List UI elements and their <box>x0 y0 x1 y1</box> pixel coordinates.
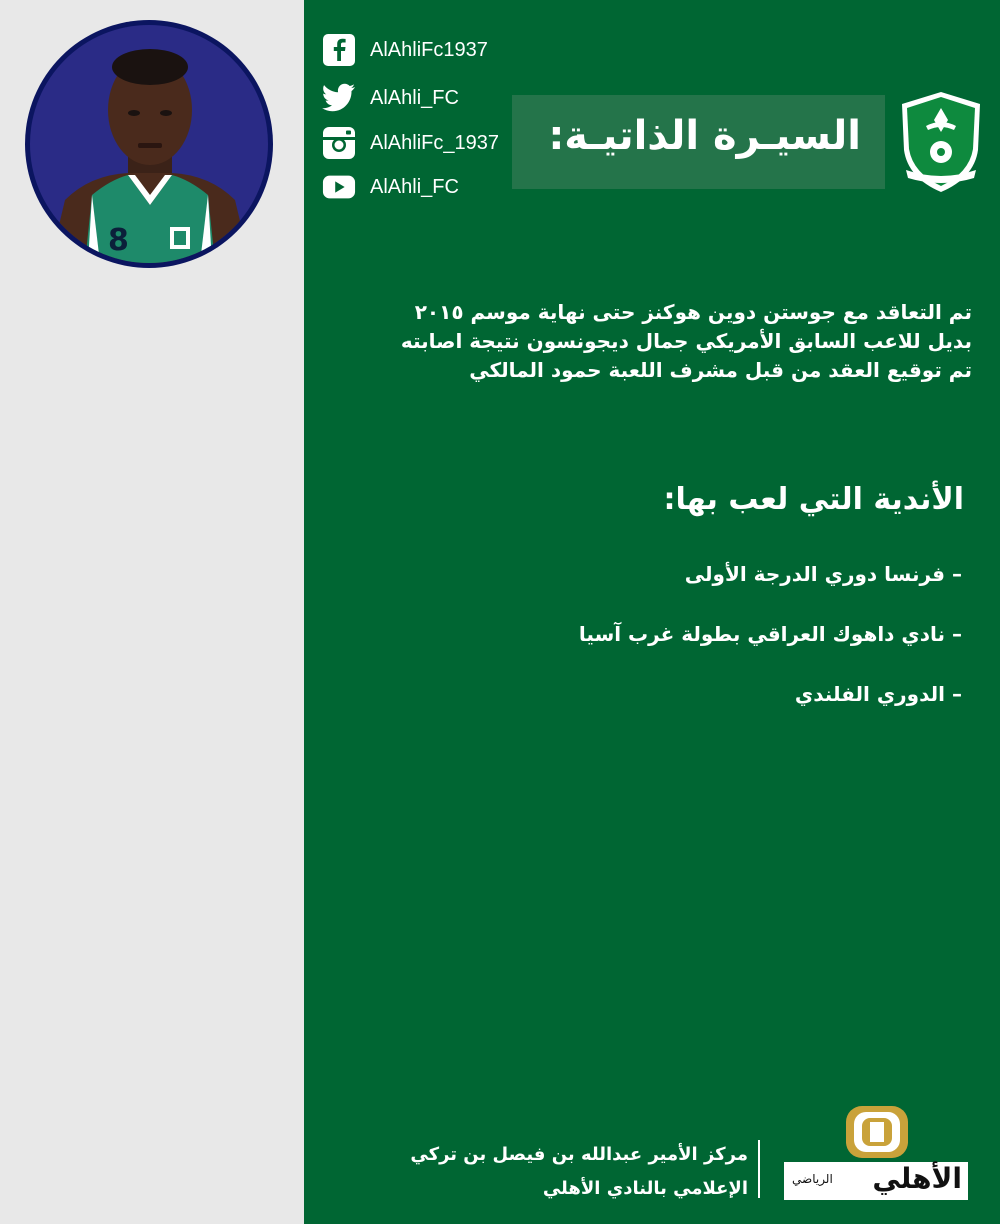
youtube-icon <box>322 170 356 204</box>
twitter-link[interactable] <box>322 81 459 115</box>
club-item: – نادي داهوك العراقي بطولة غرب آسيا <box>578 622 962 646</box>
facebook-icon <box>322 33 356 67</box>
left-panel <box>0 0 304 1224</box>
logo-subtext: الرياضي <box>792 1172 833 1186</box>
jersey-number: 8 <box>108 223 129 258</box>
club-item: – فرنسا دوري الدرجة الأولى <box>684 562 962 586</box>
footer-line: مركز الأمير عبدالله بن فيصل بن تركي <box>410 1144 748 1165</box>
bio-line: بديل للاعب السابق الأمريكي جمال ديجونسون نتيجة اصابته <box>400 329 972 353</box>
instagram-icon <box>322 126 356 160</box>
footer-credit <box>410 1138 748 1206</box>
logo-text: الأهلي <box>872 1162 962 1195</box>
clubs-heading: الأندية التي لعب بها: <box>663 482 964 517</box>
bio-line: تم توقيع العقد من قبل مشرف اللعبة حمود المالكي <box>469 358 972 382</box>
twitter-handle: AlAhli_FC <box>370 86 459 109</box>
player-avatar <box>25 20 273 268</box>
twitter-icon <box>322 81 356 115</box>
bio-text <box>332 298 972 385</box>
instagram-handle: AlAhliFc_1937 <box>370 131 499 154</box>
media-center-logo <box>784 1104 968 1200</box>
title-box <box>512 95 885 189</box>
player-illustration <box>30 25 268 263</box>
footer-divider <box>758 1140 760 1198</box>
player-photo <box>30 25 268 263</box>
facebook-link[interactable] <box>322 33 488 67</box>
footer-line: الإعلامي بالنادي الأهلي <box>542 1178 748 1199</box>
instagram-link[interactable] <box>322 126 499 160</box>
facebook-handle: AlAhliFc1937 <box>370 38 488 61</box>
club-crest-icon <box>898 90 984 194</box>
youtube-handle: AlAhli_FC <box>370 175 459 198</box>
club-item: – الدوري الفلندي <box>794 682 962 706</box>
youtube-link[interactable] <box>322 170 459 204</box>
page-title: السيـرة الذاتيـة: <box>548 113 861 159</box>
bio-line: تم التعاقد مع جوستن دوين هوكنز حتى نهاية موسم ٢٠١٥ <box>414 300 972 324</box>
